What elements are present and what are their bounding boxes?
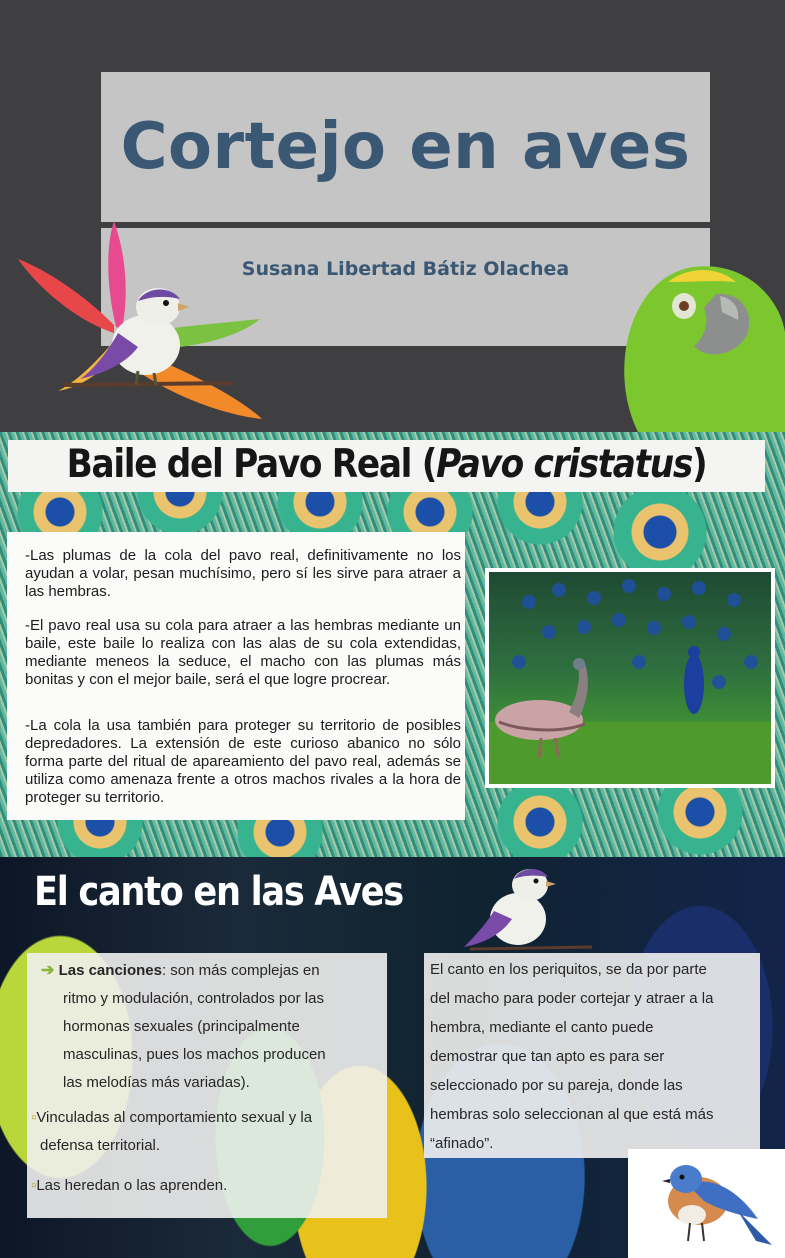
canciones-line-2: ritmo y modulación, controlados por las bbox=[63, 990, 324, 1007]
song-title: El canto en las Aves bbox=[34, 869, 403, 915]
bluebird-icon bbox=[628, 1149, 785, 1258]
page-title: Cortejo en aves bbox=[120, 110, 691, 184]
heredan-text: Las heredan o las aprenden. bbox=[36, 1177, 228, 1194]
peacock-section bbox=[0, 432, 785, 857]
square-bullet-icon: ▫ bbox=[31, 1109, 37, 1126]
peacock-title-species: Pavo cristatus bbox=[436, 442, 692, 487]
parrot-icon bbox=[624, 266, 785, 432]
finch-bird-small-icon bbox=[464, 869, 592, 949]
vinculadas-item bbox=[31, 1104, 385, 1160]
canciones-label: Las canciones bbox=[58, 962, 162, 979]
square-bullet-icon: ▫ bbox=[31, 1177, 37, 1194]
canciones-item bbox=[41, 957, 381, 1097]
peacock-icon bbox=[489, 572, 771, 784]
author-name: Susana Libertad Bátiz Olachea bbox=[241, 258, 570, 280]
song-right-box bbox=[424, 953, 760, 1158]
canciones-line-3: hormonas sexuales (principalmente bbox=[63, 1018, 300, 1035]
heredan-item bbox=[31, 1172, 227, 1200]
periquitos-line-2: del macho para poder cortejar y atraer a la bbox=[430, 990, 714, 1007]
vinculadas-line-2: defensa territorial. bbox=[40, 1137, 161, 1154]
arrow-right-icon: ➔ bbox=[41, 962, 55, 979]
peacock-title bbox=[53, 442, 719, 487]
song-section bbox=[0, 857, 785, 1258]
periquitos-line-7: “afinado”. bbox=[430, 1135, 494, 1152]
green-parrot-illustration bbox=[608, 262, 785, 432]
canciones-line-4: masculinas, pues los machos producen bbox=[63, 1046, 326, 1063]
peacock-title-close: ) bbox=[691, 442, 707, 487]
peacock-title-box bbox=[8, 440, 765, 492]
peacock-photo bbox=[485, 568, 775, 788]
song-left-box bbox=[27, 953, 387, 1218]
bluebird-photo bbox=[628, 1149, 785, 1258]
vinculadas-line-1: Vinculadas al comportamiento sexual y la bbox=[36, 1109, 313, 1126]
canciones-line-1: : son más complejas en bbox=[161, 962, 320, 979]
header-section bbox=[0, 0, 785, 432]
peacock-paragraph-1: -Las plumas de la cola del pavo real, definitivamente no los ayudan a volar, pesan muchísimo, pero sí les sirve para atraer a las hembras. bbox=[25, 547, 461, 600]
finch-bird-small-illustration bbox=[460, 857, 595, 957]
peacock-title-main: Baile del Pavo Real ( bbox=[66, 442, 437, 487]
periquitos-line-3: hembra, mediante el canto puede bbox=[430, 1019, 654, 1036]
periquitos-line-1: El canto en los periquitos, se da por parte bbox=[430, 961, 707, 978]
periquitos-line-5: seleccionado por su pareja, donde las bbox=[430, 1077, 683, 1094]
periquitos-text bbox=[430, 955, 760, 1158]
peacock-text-box bbox=[7, 532, 465, 820]
peacock-paragraph-2: -El pavo real usa su cola para atraer a las hembras mediante un baile, este baile lo realiza con las alas de su cola extendidas, mediante meneos la seduce, el macho con las plumas más bonitas y con el mejor baile, será el que logre procrear. bbox=[25, 617, 461, 688]
title-box bbox=[101, 72, 710, 222]
canciones-line-5: las melodías más variadas). bbox=[63, 1074, 250, 1091]
peacock-paragraph-3: -La cola la usa también para proteger su territorio de posibles depredadores. La extensión de este curioso abanico no sólo forma parte del ritual de apareamiento del pavo real, además se utiliza como amenaza frente a otros machos rivales a la hora de proteger su territorio. bbox=[25, 717, 461, 806]
periquitos-line-4: demostrar que tan apto es para ser bbox=[430, 1048, 665, 1065]
feathers-finch-illustration bbox=[14, 215, 269, 430]
periquitos-line-6: hembras solo seleccionan al que está más bbox=[430, 1106, 714, 1123]
peacock-image bbox=[489, 572, 771, 784]
